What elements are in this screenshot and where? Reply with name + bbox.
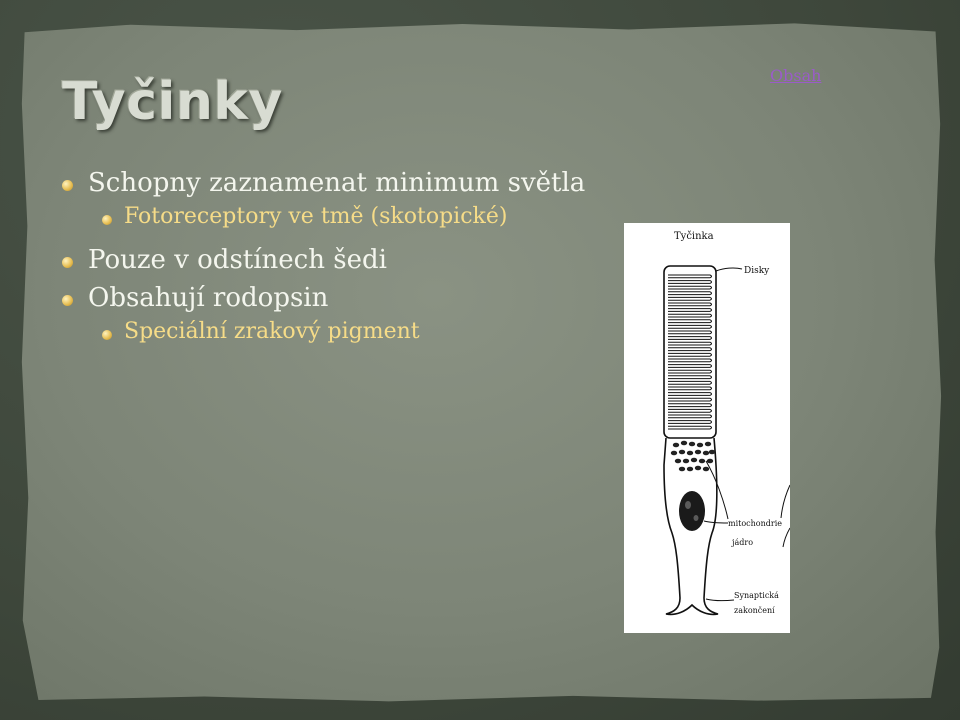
- label-discs: Disky: [744, 266, 770, 276]
- leader-line-nucleus: [704, 521, 728, 523]
- bullet-item: [62, 168, 622, 198]
- disc-line: [668, 387, 712, 390]
- mitochondria-cluster: [671, 441, 715, 472]
- sub-bullet-item: [62, 204, 622, 229]
- contents-link[interactable]: Obsah: [770, 66, 822, 85]
- mitochondrion: [687, 451, 693, 456]
- sub-bullet-text: Speciální zrakový pigment: [124, 319, 420, 344]
- label-nucleus: jádro: [732, 538, 754, 547]
- sub-bullet-item: [62, 319, 622, 344]
- leader-line-synaptic: [706, 599, 734, 601]
- leader-line-discs: [716, 268, 742, 271]
- disc-line: [668, 297, 712, 300]
- disc-line: [668, 393, 712, 396]
- disc-line: [668, 409, 712, 412]
- disc-line: [668, 320, 712, 323]
- disc-line: [668, 292, 712, 295]
- diagram-title: Tyčinka: [674, 231, 714, 242]
- bullet-dot-icon: [102, 330, 112, 340]
- disc-line: [668, 303, 712, 306]
- disc-line: [668, 370, 712, 373]
- mitochondrion: [695, 466, 701, 471]
- mitochondrion: [691, 458, 697, 463]
- disc-line: [668, 365, 712, 368]
- disc-line: [668, 309, 712, 312]
- mitochondrion: [675, 459, 681, 464]
- disc-line: [668, 353, 712, 356]
- bullet-dot-icon: [62, 295, 73, 306]
- label-synaptic-1: Synaptická: [734, 591, 779, 600]
- slide-title: Tyčinky: [62, 72, 283, 132]
- mitochondrion: [703, 451, 709, 456]
- mitochondrion: [683, 459, 689, 464]
- disc-line: [668, 381, 712, 384]
- bullet-dot-icon: [62, 180, 73, 191]
- bullet-text: Pouze v odstínech šedi: [88, 245, 387, 275]
- bullet-item: [62, 245, 622, 275]
- leader-line-edge: [781, 485, 790, 518]
- mitochondrion: [679, 450, 685, 455]
- mitochondrion: [695, 450, 701, 455]
- disc-line: [668, 359, 712, 362]
- disc-line: [668, 415, 712, 418]
- leader-line-edge: [783, 528, 790, 547]
- disc-line: [668, 348, 712, 351]
- mitochondrion: [705, 442, 711, 447]
- disc-line: [668, 376, 712, 379]
- bullet-dot-icon: [102, 215, 112, 225]
- disc-line: [668, 426, 712, 429]
- mitochondrion: [689, 442, 695, 447]
- nucleus-texture: [694, 515, 699, 521]
- mitochondrion: [673, 443, 679, 448]
- mitochondrion: [679, 467, 685, 472]
- disc-line: [668, 342, 712, 345]
- mitochondrion: [671, 451, 677, 456]
- disc-stack: [668, 275, 712, 429]
- rod-cell-illustration: [624, 223, 790, 633]
- bullet-list: [62, 168, 622, 360]
- sub-bullet-text: Fotoreceptory ve tmě (skotopické): [124, 204, 508, 229]
- nucleus: [679, 491, 705, 531]
- disc-line: [668, 314, 712, 317]
- bullet-text: Schopny zaznamenat minimum světla: [88, 168, 586, 198]
- mitochondrion: [699, 459, 705, 464]
- bullet-item: [62, 283, 622, 313]
- disc-line: [668, 325, 712, 328]
- mitochondrion: [697, 443, 703, 448]
- disc-line: [668, 404, 712, 407]
- label-mitochondria: mitochondrie: [728, 519, 783, 528]
- mitochondrion: [707, 459, 713, 464]
- nucleus-texture: [685, 501, 691, 509]
- mitochondrion: [709, 450, 715, 455]
- bullet-dot-icon: [62, 257, 73, 268]
- disc-line: [668, 337, 712, 340]
- bullet-text: Obsahují rodopsin: [88, 283, 329, 313]
- disc-line: [668, 275, 712, 278]
- disc-line: [668, 286, 712, 289]
- disc-line: [668, 398, 712, 401]
- mitochondrion: [687, 467, 693, 472]
- mitochondrion: [681, 441, 687, 446]
- disc-line: [668, 331, 712, 334]
- rod-cell-diagram: [624, 223, 790, 633]
- mitochondrion: [703, 467, 709, 472]
- label-synaptic-2: zakončení: [734, 606, 775, 615]
- disc-line: [668, 421, 712, 424]
- disc-line: [668, 281, 712, 284]
